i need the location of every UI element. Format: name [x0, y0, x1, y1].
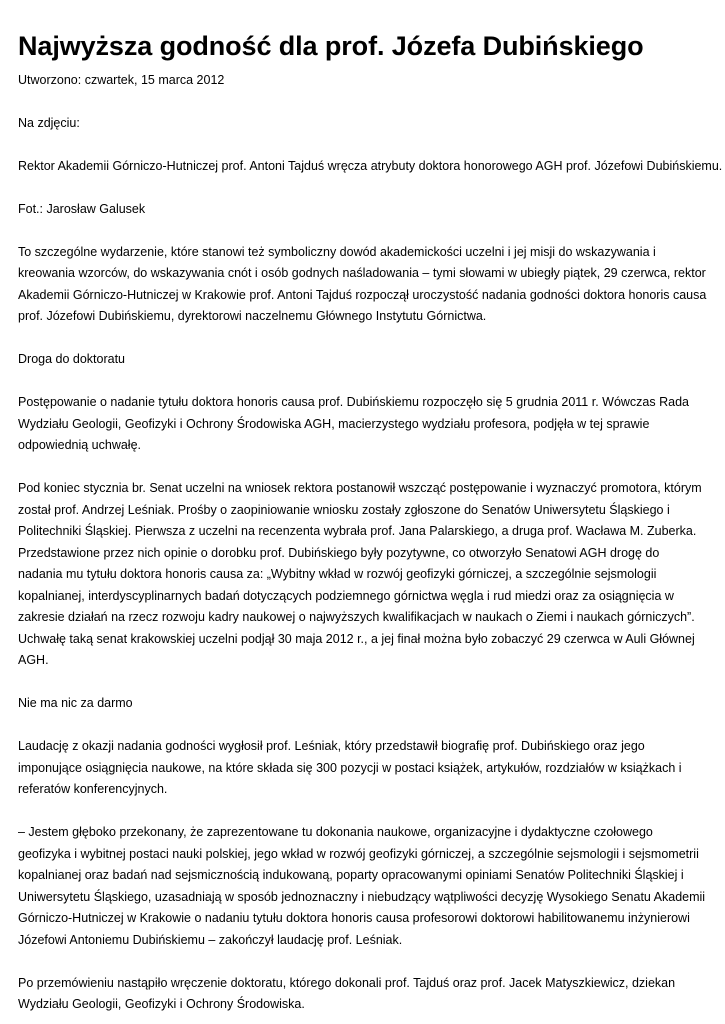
article-title: Najwyższa godność dla prof. Józefa Dubińskiego — [18, 31, 644, 61]
created-date: Utworzono: czwartek, 15 marca 2012 — [18, 73, 225, 87]
body-paragraph: – Jestem głęboko przekonany, że zaprezentowane tu dokonania naukowe, organizacyjne i dydaktyczne czołowego geofizyka i wybitnej postaci nauki polskiej, jego wkład w rozwój geofizyki górniczej, a szczególnie sejsmologii i sejsmometrii kopalnianej oraz badań nad sejsmicznością indukowaną, poparty opracowanymi opiniami Senatów Politechniki Śląskiej i Uniwersytetu Śląskiego, uzasadniają w sposób jednoznaczny i niebudzący wątpliwości decyzję Wysokiego Senatu Akademii Górniczo-Hutniczej w Krakowie o nadaniu tytułu doktora honoris causa profesorowi doktorowi habilitowanemu inżynierowi Józefowi Antoniemu Dubińskiemu – zakończył laudację prof. Leśniak. — [18, 825, 706, 947]
photo-caption-label: Na zdjęciu: — [18, 115, 80, 130]
section-heading: Nie ma nic za darmo — [18, 696, 133, 710]
body-paragraph: To szczególne wydarzenie, które stanowi też symboliczny dowód akademickości uczelni i jej misji do wskazywania i kreowania wzorców, do wskazywania cnót i osób godnych naśladowania – tymi słowami w ubiegły piątek, 29 czerwca, rektor Akademii Górniczo-Hutniczej w Krakowie prof. Antoni Tajduś rozpoczął uroczystość nadania godności doktora honoris causa prof. Józefowi Dubińskiemu, dyrektorowi naczelnemu Głównego Instytutu Górnictwa. — [18, 244, 707, 323]
section-heading: Droga do doktoratu — [18, 352, 126, 366]
body-paragraph: Laudację z okazji nadania godności wygłosił prof. Leśniak, który przedstawił biografię prof. Dubińskiego oraz jego imponujące osiągnięcia naukowe, na które składa się 300 pozycji w postaci książek, artykułów, rozdziałów w książkach i referatów konferencyjnych. — [18, 739, 682, 796]
body-paragraph: Po przemówieniu nastąpiło wręczenie doktoratu, którego dokonali prof. Tajduś oraz prof. Jacek Matyszkiewicz, dziekan Wydziału Geologii, Geofizyki i Ochrony Środowiska. — [18, 975, 676, 1011]
body-paragraph: Pod koniec stycznia br. Senat uczelni na wniosek rektora postanowił wszcząć postępowanie i wyznaczyć promotora, którym został prof. Andrzej Leśniak. Prośby o zaopiniowanie wniosku zostały zgłoszone do Senatów Uniwersytetu Śląskiego i Politechniki Śląskiej. Pierwsza z uczelni na recenzenta wybrała prof. Jana Palarskiego, a druga prof. Wacława M. Zuberka. Przedstawione przez nich opinie o dorobku prof. Dubińskiego były pozytywne, co otworzyło Senatowi AGH drogę do nadania mu tytułu doktora honoris causa za: „Wybitny wkład w rozwój geofizyki górniczej, a szczególnie sejsmologii kopalnianej, interdyscyplinarnych badań dotyczących podziemnego górnictwa węgla i rud miedzi oraz za osiągnięcia w zakresie działań na rzecz rozwoju kadry naukowej o najwyższych kwalifikacjach w naukach o Ziemi i naukach górniczych”. Uchwałę taką senat krakowskiej uczelni podjął 30 maja 2012 r., a jej finał można było zobaczyć 29 czerwca w Auli Głównej AGH. — [18, 481, 702, 667]
article-body — [18, 113, 723, 1016]
photo-credit: Fot.: Jarosław Galusek — [18, 201, 146, 216]
photo-caption: Rektor Akademii Górniczo-Hutniczej prof. Antoni Tajduś wręcza atrybuty doktora honorowego AGH prof. Józefowi Dubińskiemu. — [18, 158, 723, 173]
body-paragraph: Postępowanie o nadanie tytułu doktora honoris causa prof. Dubińskiemu rozpoczęło się 5 grudnia 2011 r. Wówczas Rada Wydziału Geologii, Geofizyki i Ochrony Środowiska AGH, macierzystego wydziału profesora, podjęła w tej sprawie odpowiednią uchwałę. — [18, 395, 689, 452]
